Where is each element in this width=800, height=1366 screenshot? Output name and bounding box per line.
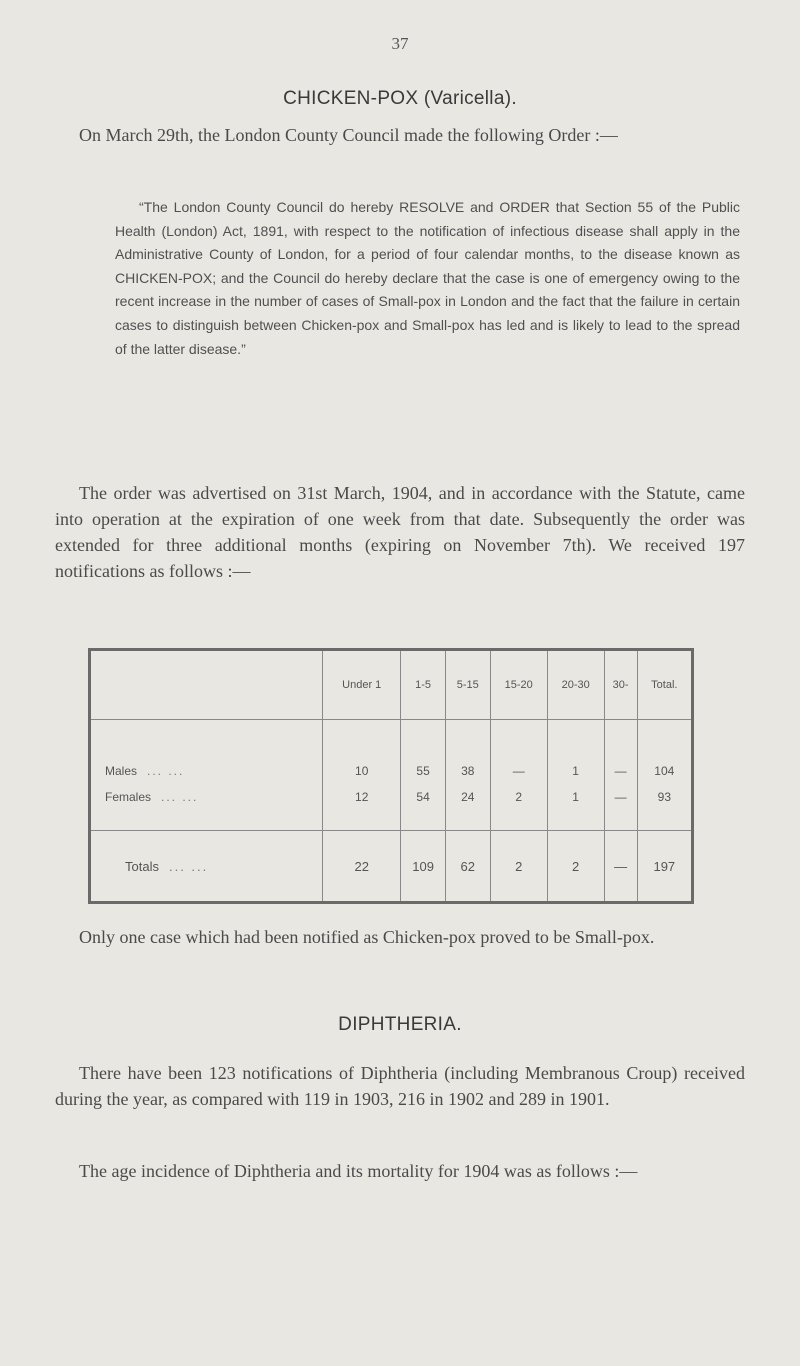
table-cell: 22	[323, 831, 401, 903]
table-cell: 1	[547, 720, 604, 783]
table-cell: 104	[637, 720, 692, 783]
table-cell: 24	[445, 782, 490, 831]
row-label: Males	[105, 764, 138, 778]
table-cell: 1	[547, 782, 604, 831]
page-number: 37	[391, 34, 409, 53]
table-row-totals	[90, 831, 693, 903]
section-heading-diphtheria: DIPHTHERIA.	[338, 1014, 462, 1035]
header-cell: 5-15	[445, 650, 490, 720]
row-label-cell	[90, 720, 323, 783]
section-heading-chicken-pox: CHICKEN-POX (Varicella).	[283, 88, 517, 109]
table-cell: —	[604, 831, 637, 903]
table-cell: 2	[547, 831, 604, 903]
table-cell: 12	[323, 782, 401, 831]
table-cell: 38	[445, 720, 490, 783]
leader-dots: ... ...	[168, 858, 209, 874]
table-cell: —	[604, 782, 637, 831]
small-pox-note-paragraph: Only one case which had been notified as Chicken-pox proved to be Small-pox.	[79, 927, 655, 947]
table-cell: 55	[401, 720, 445, 783]
row-label-cell	[90, 782, 323, 831]
table-cell: 10	[323, 720, 401, 783]
table-cell: 62	[445, 831, 490, 903]
table-header-row	[90, 650, 693, 720]
table-row-males	[90, 720, 693, 783]
advertisement-paragraph: The order was advertised on 31st March, 1904, and in accordance with the Statute, came into operation at the expiration of one week from that date. Subsequently the order was extended for three additional months (expiring on November 7th). We received 197 notifications as follows :—	[55, 483, 745, 581]
row-label: Females	[105, 790, 152, 804]
age-incidence-paragraph: The age incidence of Diphtheria and its mortality for 1904 was as follows :—	[79, 1161, 638, 1181]
header-cell: 1-5	[401, 650, 445, 720]
table-cell: 197	[637, 831, 692, 903]
header-cell: 20-30	[547, 650, 604, 720]
diphtheria-notifications-paragraph: There have been 123 notifications of Diphtheria (including Membranous Croup) received during the year, as compared with 119 in 1903, 216 in 1902 and 289 in 1901.	[55, 1063, 745, 1109]
table-cell: 2	[490, 831, 547, 903]
table-cell: 2	[490, 782, 547, 831]
header-cell: Total.	[637, 650, 692, 720]
header-cell: Under 1	[323, 650, 401, 720]
header-cell: 30-	[604, 650, 637, 720]
row-label-cell	[90, 831, 323, 903]
table-cell: —	[490, 720, 547, 783]
header-cell: 15-20	[490, 650, 547, 720]
table-row-females	[90, 782, 693, 831]
council-order-quote: “The London County Council do hereby RESOLVE and ORDER that Section 55 of the Public Health (London) Act, 1891, with respect to the notification of infectious disease shall apply in the Administrative County of London, for a period of four calendar months, to the disease known as CHICKEN-POX; and the Council do hereby declare that the case is one of emergency owing to the recent increase in the number of cases of Small-pox in London and the fact that the failure in certain cases to distinguish between Chicken-pox and Small-pox has led and is likely to lead to the spread of the latter disease.”	[115, 199, 740, 357]
table-cell: 109	[401, 831, 445, 903]
intro-paragraph: On March 29th, the London County Council made the following Order :—	[79, 125, 618, 145]
row-label: Totals	[125, 858, 159, 874]
notifications-table	[88, 648, 694, 904]
leader-dots: ... ...	[161, 790, 199, 804]
table-cell: 93	[637, 782, 692, 831]
leader-dots: ... ...	[147, 764, 185, 778]
header-cell	[90, 650, 323, 720]
table-cell: —	[604, 720, 637, 783]
table-cell: 54	[401, 782, 445, 831]
